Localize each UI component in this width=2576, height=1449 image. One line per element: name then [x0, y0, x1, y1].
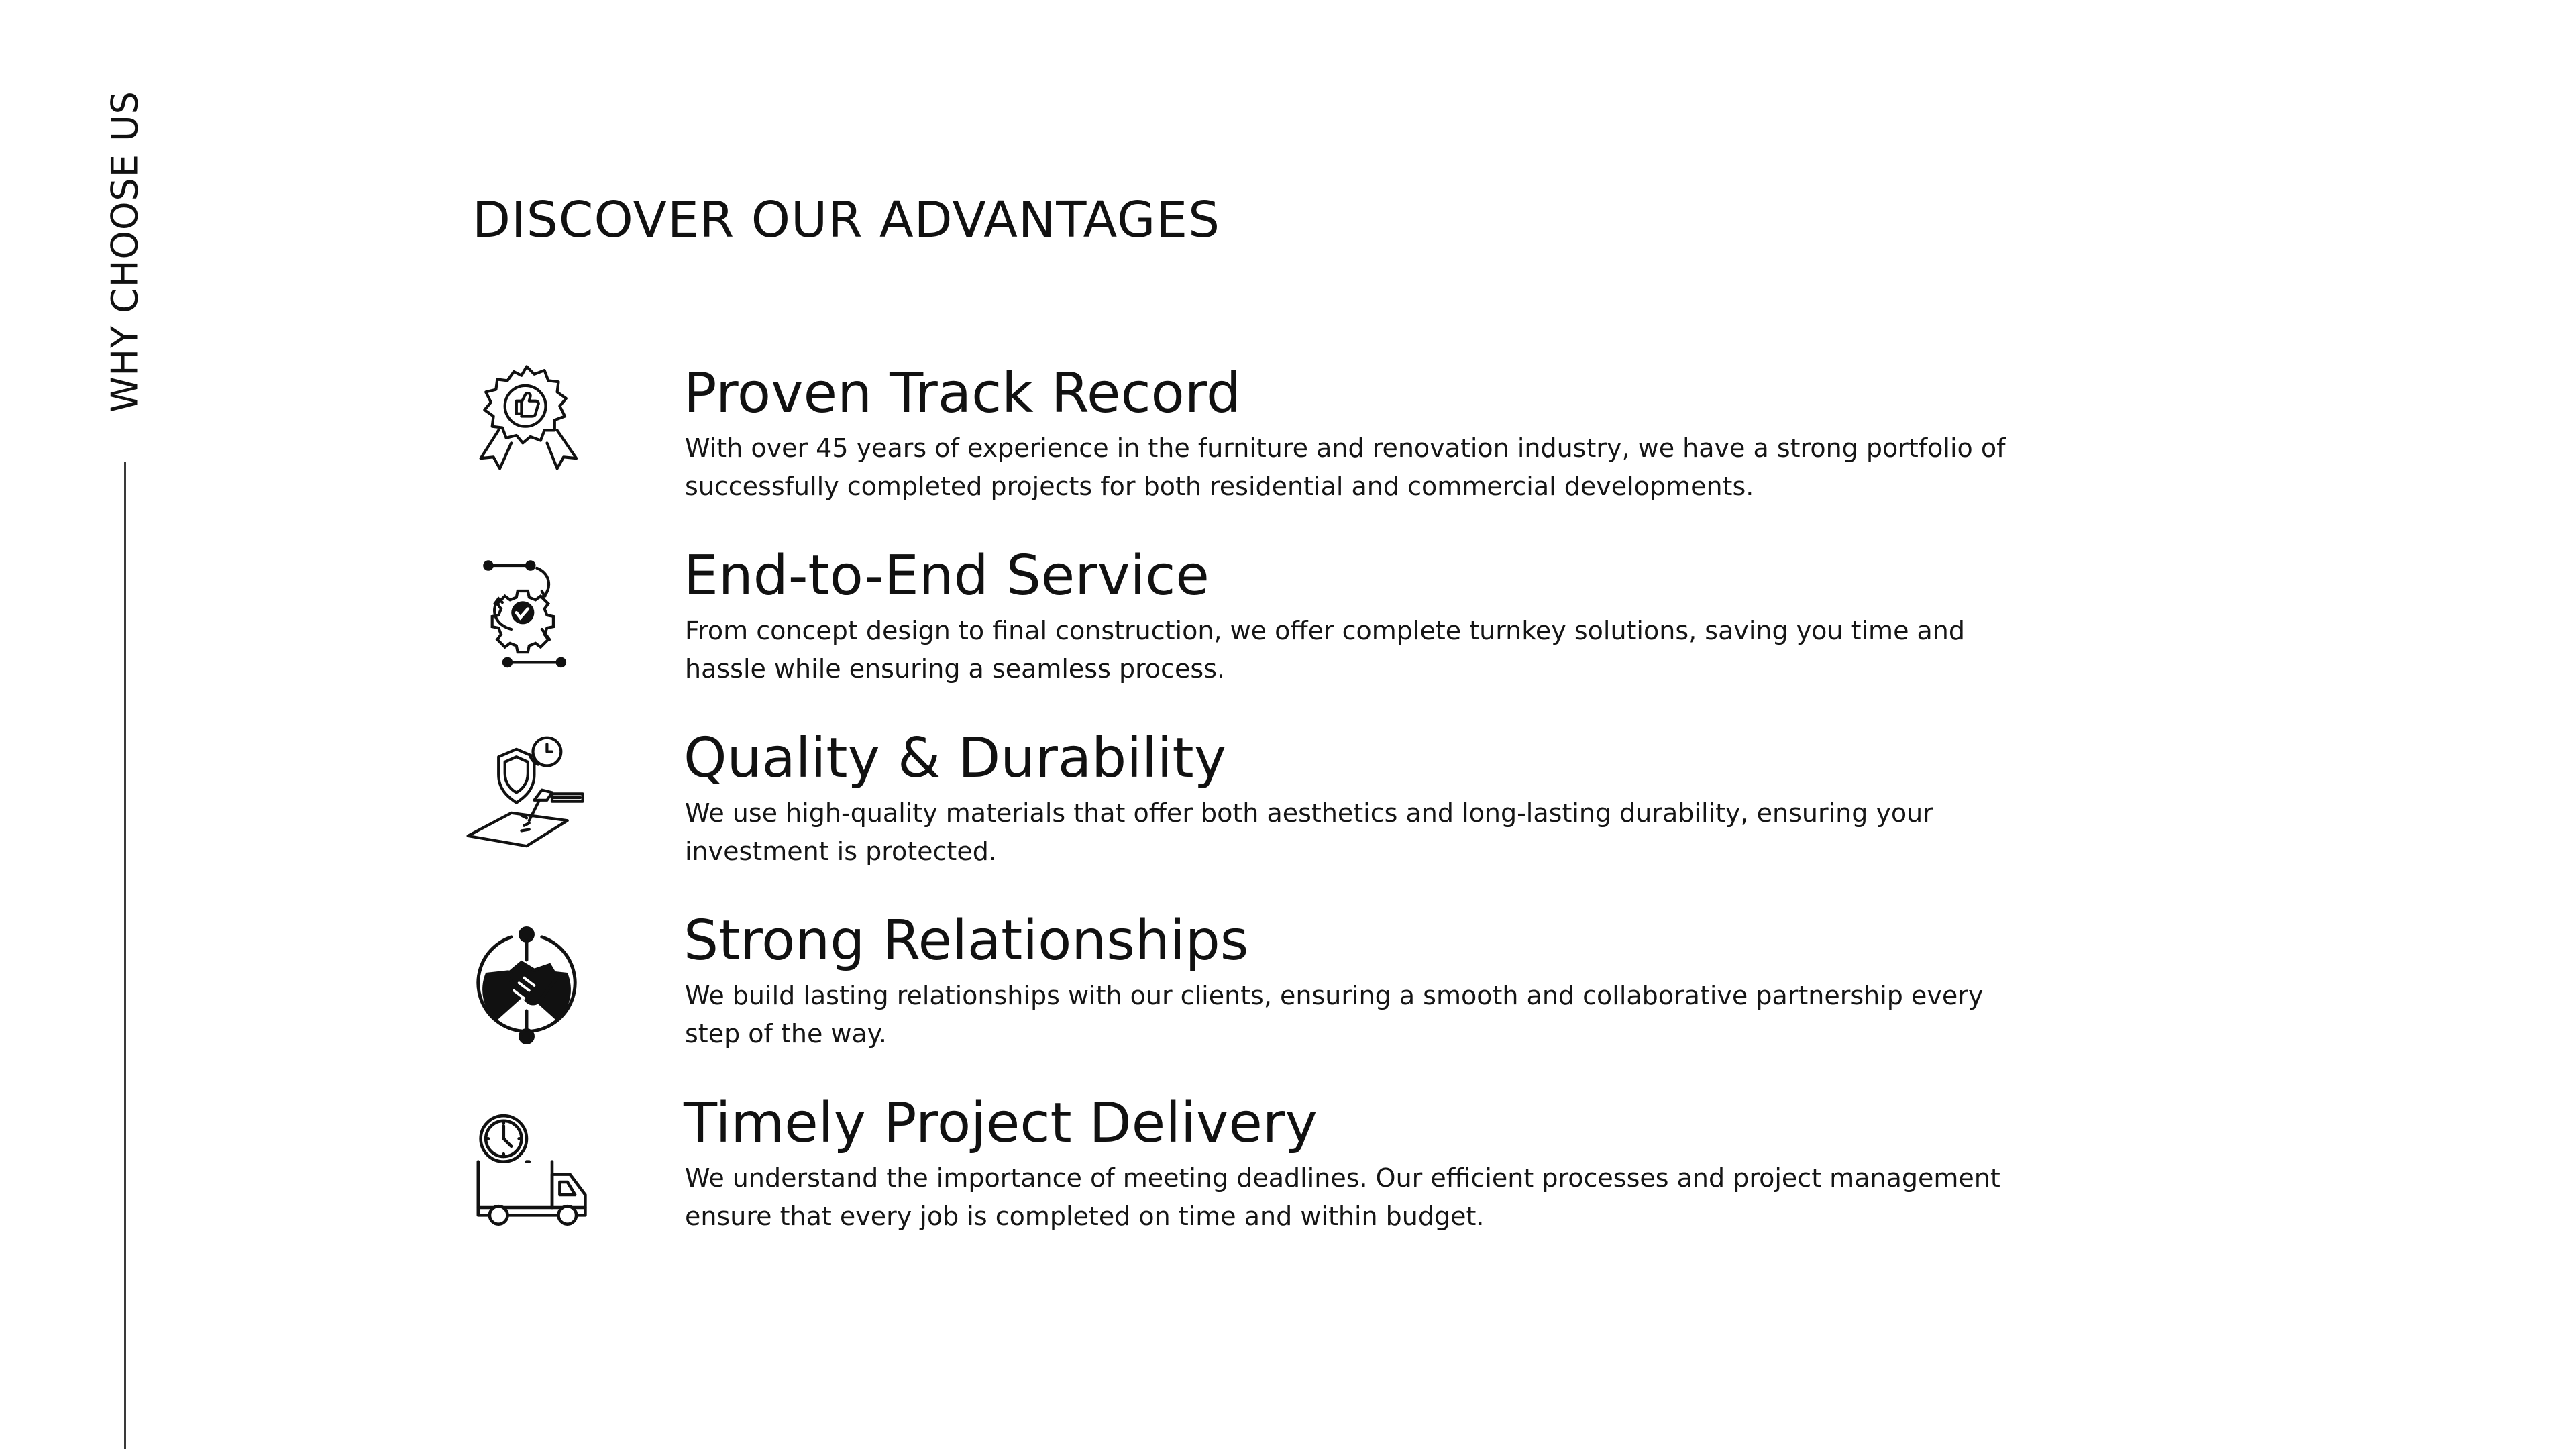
feature-description: From concept design to final construction, we offer complete turnkey solutions, saving you time and hassle while ensuring a seamless process.	[685, 616, 1966, 684]
handshake-circle-icon	[463, 922, 590, 1049]
award-badge-thumbs-up-icon	[463, 359, 590, 486]
feature-item	[0, 1092, 2080, 1267]
feature-item	[0, 727, 2080, 902]
feature-title: End-to-End Service	[684, 544, 1210, 608]
feature-title: Proven Track Record	[684, 362, 1242, 425]
feature-title: Strong Relationships	[684, 909, 1249, 973]
section-heading: DISCOVER OUR ADVANTAGES	[472, 191, 1221, 249]
feature-item	[0, 545, 2080, 719]
process-gear-workflow-icon	[463, 553, 590, 680]
shield-hammer-quality-icon	[463, 734, 590, 861]
feature-item	[0, 910, 2080, 1084]
feature-title: Timely Project Delivery	[684, 1091, 1318, 1155]
feature-description: We use high-quality materials that offer both aesthetics and long-lasting durability, ensuring your investment is protected.	[685, 798, 1933, 866]
feature-title: Quality & Durability	[684, 727, 1227, 790]
feature-description: With over 45 years of experience in the furniture and renovation industry, we have a strong portfolio of successfully completed projects for both residential and commercial developments.	[685, 433, 2006, 501]
delivery-truck-clock-icon	[463, 1106, 590, 1233]
feature-item	[0, 362, 2080, 537]
feature-description: We build lasting relationships with our clients, ensuring a smooth and collaborative partnership every step of the way.	[685, 981, 1984, 1049]
feature-description: We understand the importance of meeting deadlines. Our efficient processes and project management ensure that every job is completed on time and within budget.	[685, 1163, 2000, 1231]
side-section-label: WHY CHOOSE US	[103, 91, 146, 413]
